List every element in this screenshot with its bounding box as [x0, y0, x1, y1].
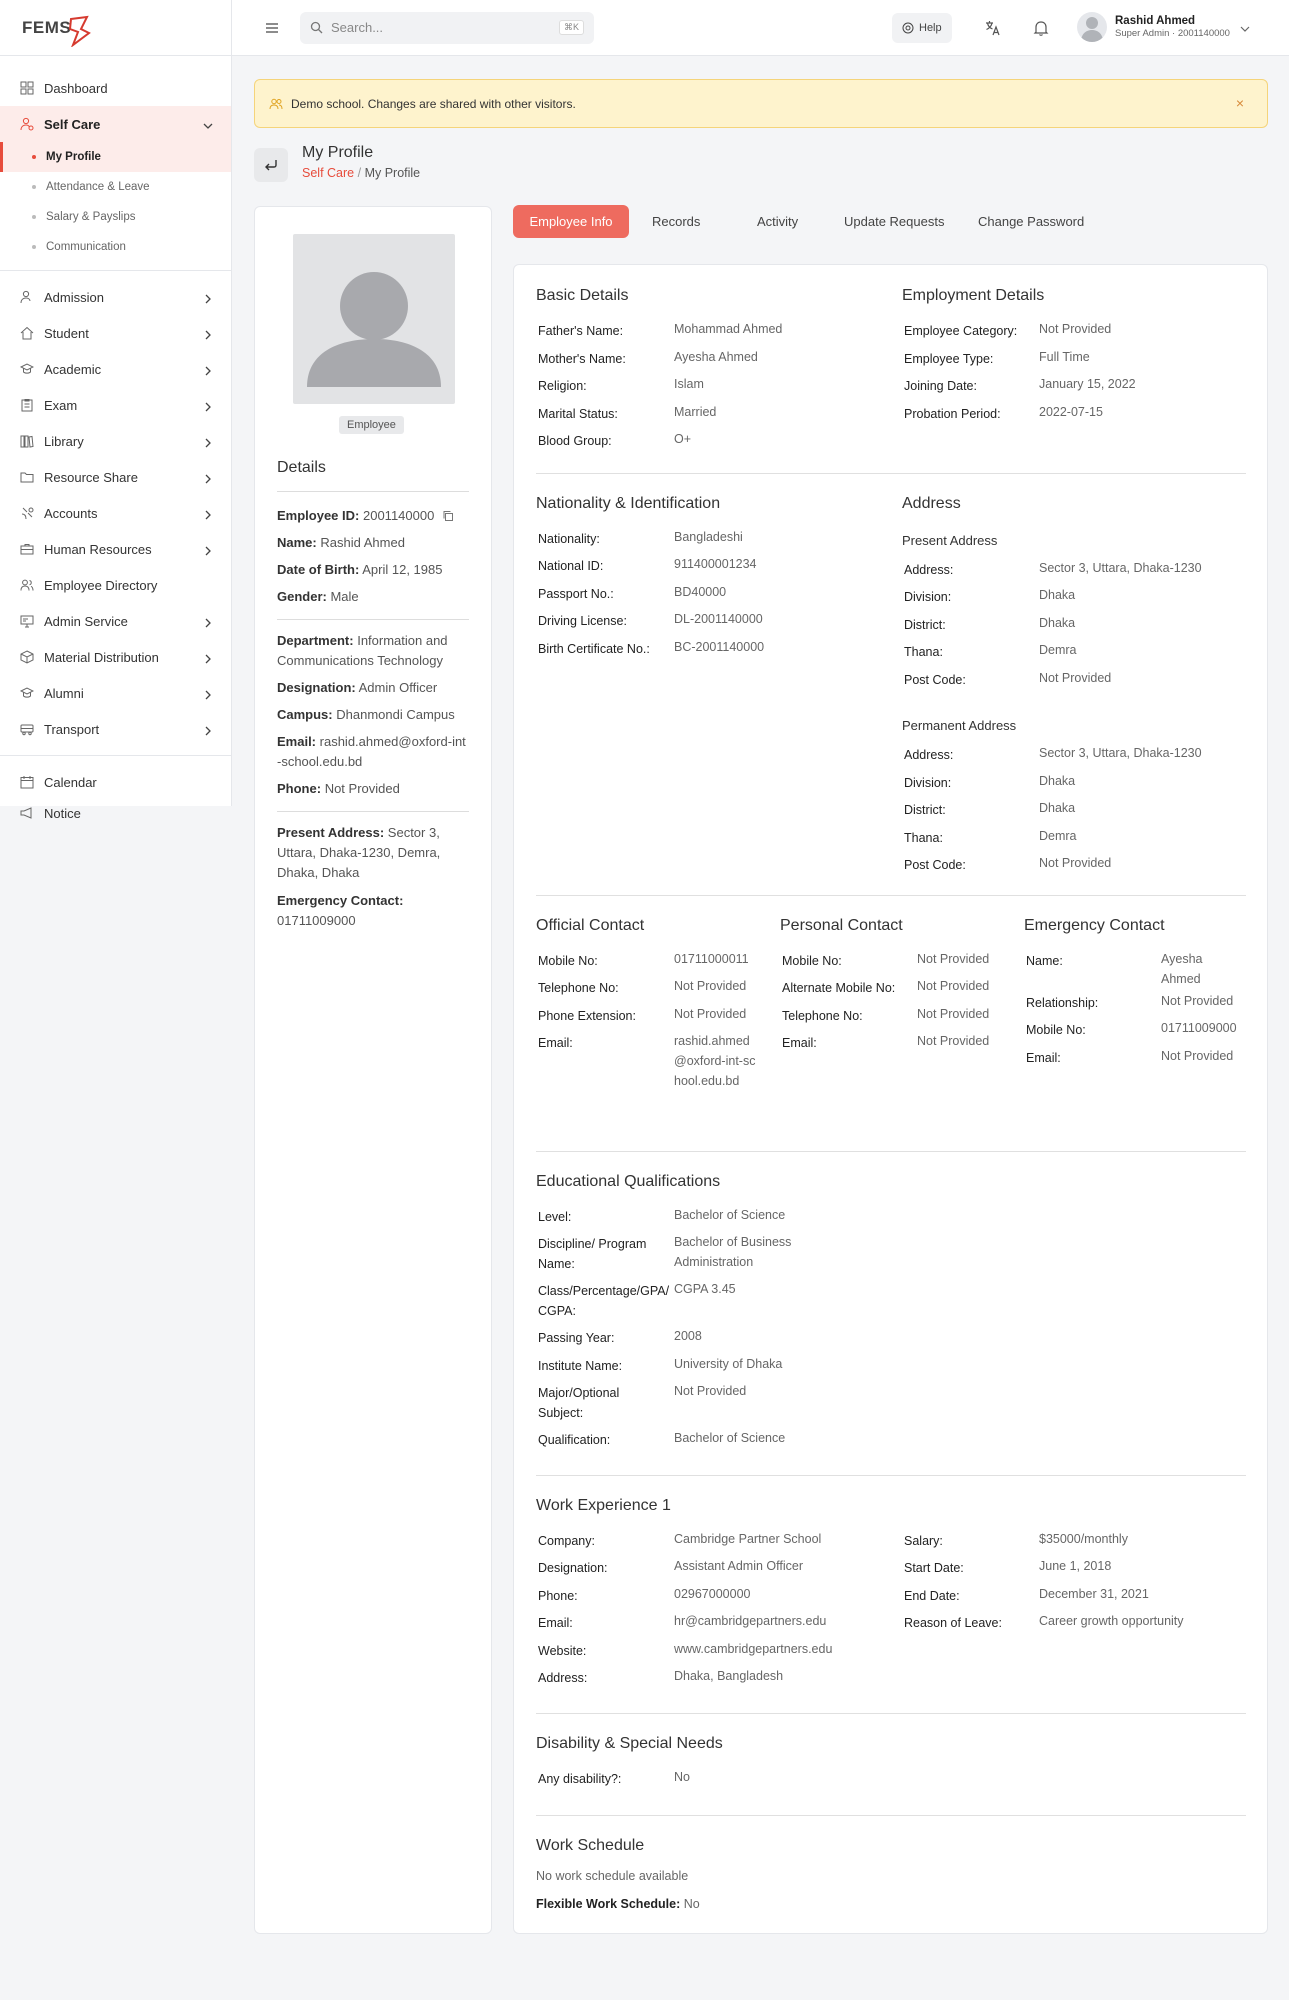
- field-value: 2008: [674, 1329, 702, 1343]
- clipboard-icon: [20, 398, 34, 412]
- help-label: Help: [919, 22, 942, 34]
- tab-label: Update Requests: [844, 214, 945, 229]
- breadcrumb-parent[interactable]: Self Care: [302, 166, 355, 180]
- field-value: Not Provided: [674, 1384, 747, 1398]
- department-value: Information and Communications Technology: [277, 633, 448, 668]
- divider: [277, 811, 469, 812]
- sidebar-item-label: Material Distribution: [44, 649, 159, 665]
- monitor-icon: [20, 614, 34, 628]
- sidebar-item-label: Calendar: [44, 774, 97, 790]
- field-label: Email:: [782, 1036, 817, 1050]
- bullet-icon: [32, 215, 36, 219]
- field-label: Mobile No:: [782, 954, 842, 968]
- chevron-right-icon: [203, 436, 213, 446]
- field-value: Mohammad Ahmed: [674, 322, 783, 336]
- employee-id-value: 2001140000: [362, 508, 435, 523]
- field-label: Passport No.:: [538, 587, 614, 601]
- field-label: Thana:: [904, 831, 943, 845]
- campus-line: [277, 705, 469, 725]
- sidebar-item-self-care[interactable]: [0, 106, 231, 142]
- field-label: Email:: [538, 1616, 573, 1630]
- chevron-right-icon: [203, 724, 213, 734]
- field-label: District:: [904, 618, 946, 632]
- field-label: Telephone No:: [538, 981, 619, 995]
- field-value: Bachelor of Business Administration: [674, 1235, 792, 1269]
- help-icon: [902, 22, 914, 34]
- field-label: Mobile No:: [538, 954, 598, 968]
- divider: [536, 895, 1246, 896]
- present-address-line: [277, 823, 469, 883]
- field-value: Dhaka: [1039, 774, 1076, 788]
- field-value: Dhaka: [1039, 588, 1076, 602]
- sidebar-item-human-resources[interactable]: [0, 531, 231, 567]
- chevron-right-icon: [203, 472, 213, 482]
- field-value: Dhaka: [1039, 801, 1076, 815]
- sidebar-item-admin-service[interactable]: [0, 603, 231, 639]
- chevron-right-icon: [203, 364, 213, 374]
- field-label: Alternate Mobile No:: [782, 981, 896, 995]
- tab-change-password[interactable]: [978, 205, 1084, 238]
- chevron-right-icon: [203, 400, 213, 410]
- sidebar-item-notice[interactable]: [0, 800, 231, 824]
- email-line: [277, 732, 469, 772]
- bullet-icon: [32, 245, 36, 249]
- divider: [277, 619, 469, 620]
- sidebar-item-label: Exam: [44, 397, 78, 413]
- role-badge: Employee: [339, 416, 404, 434]
- field-value: CGPA 3.45: [674, 1282, 736, 1296]
- sidebar-subitem-my-profile[interactable]: [0, 142, 231, 172]
- field-label: Phone Extension:: [538, 1009, 636, 1023]
- field-value: Dhaka, Bangladesh: [674, 1669, 784, 1683]
- field-value: Not Provided: [917, 1034, 990, 1048]
- name-label: Name:: [277, 535, 317, 550]
- search-shortcut: ⌘K: [559, 20, 584, 35]
- search-input[interactable]: [331, 20, 559, 35]
- field-label: Institute Name:: [538, 1359, 623, 1373]
- field-value: Bangladeshi: [674, 530, 743, 544]
- personal-contact-title: Personal Contact: [780, 917, 903, 934]
- phone-label: Phone:: [277, 781, 322, 796]
- divider: [536, 1815, 1246, 1816]
- copy-icon[interactable]: [442, 508, 454, 520]
- field-value: 2022-07-15: [1039, 405, 1103, 419]
- sidebar-subitem-label: My Profile: [46, 151, 101, 163]
- field-value: BD40000: [674, 585, 727, 599]
- field-value: Bachelor of Science: [674, 1431, 786, 1445]
- field-label: Email:: [1026, 1051, 1061, 1065]
- permanent-address-title: Permanent Address: [902, 718, 1017, 733]
- field-label: Address:: [538, 1671, 588, 1685]
- sidebar-item-label: Notice: [44, 806, 81, 821]
- disability-title: Disability & Special Needs: [536, 1735, 723, 1752]
- field-label: Email:: [538, 1036, 573, 1050]
- coins-icon: [20, 506, 34, 520]
- work-schedule-empty: No work schedule available: [536, 1869, 689, 1883]
- bell-icon[interactable]: [1032, 19, 1050, 37]
- employee-id-label: Employee ID:: [277, 508, 360, 523]
- field-label: Post Code:: [904, 673, 966, 687]
- field-value: BC-2001140000: [674, 640, 765, 654]
- emergency-contact-title: Emergency Contact: [1024, 917, 1165, 934]
- details-title: Details: [277, 459, 326, 476]
- demo-banner: [254, 79, 1268, 128]
- field-label: Probation Period:: [904, 407, 1001, 421]
- field-value: Not Provided: [1039, 671, 1112, 685]
- sidebar-item-label: Resource Share: [44, 469, 138, 485]
- sidebar-item-label: Academic: [44, 361, 102, 377]
- chevron-right-icon: [203, 616, 213, 626]
- field-label: District:: [904, 803, 946, 817]
- field-value: Not Provided: [917, 1007, 990, 1021]
- gender-line: [277, 587, 469, 607]
- field-value: June 1, 2018: [1039, 1559, 1112, 1573]
- help-button[interactable]: [892, 13, 952, 43]
- user-name: Rashid Ahmed: [1115, 15, 1196, 27]
- field-value: Not Provided: [1161, 1049, 1234, 1063]
- name-line: [277, 533, 469, 553]
- field-value: 01711009000: [1161, 1021, 1237, 1035]
- field-label: Division:: [904, 776, 952, 790]
- field-label: Major/Optional Subject:: [538, 1386, 620, 1420]
- field-label: Discipline/ Program Name:: [538, 1237, 647, 1271]
- field-label: Father's Name:: [538, 324, 624, 338]
- search-box[interactable]: [300, 12, 594, 44]
- field-value: Not Provided: [917, 952, 990, 966]
- close-icon[interactable]: ×: [1235, 95, 1245, 111]
- field-value: Bachelor of Science: [674, 1208, 786, 1222]
- graduation-cap-icon: [20, 686, 34, 700]
- breadcrumb: [302, 166, 420, 180]
- field-value: Not Provided: [1039, 856, 1112, 870]
- divider: [536, 1475, 1246, 1476]
- sidebar-subitem-label: Communication: [46, 241, 126, 253]
- flexible-schedule-value: No: [683, 1897, 700, 1911]
- users-icon: [20, 578, 34, 592]
- sidebar-item-label: Dashboard: [44, 80, 108, 96]
- emergency-contact-line: [277, 891, 469, 931]
- field-label: Any disability?:: [538, 1772, 622, 1786]
- present-address-label: Present Address:: [277, 825, 385, 840]
- address-title: Address: [902, 495, 961, 512]
- divider: [536, 1713, 1246, 1714]
- sidebar-item-material-distribution[interactable]: [0, 639, 231, 675]
- field-label: Name:: [1026, 954, 1063, 968]
- dob-value: April 12, 1985: [362, 562, 443, 577]
- field-label: National ID:: [538, 559, 604, 573]
- field-value: January 15, 2022: [1039, 377, 1136, 391]
- field-value: Sector 3, Uttara, Dhaka-1230: [1039, 561, 1202, 575]
- designation-value: Admin Officer: [358, 680, 438, 695]
- field-label: Employee Category:: [904, 324, 1018, 338]
- field-label: Marital Status:: [538, 407, 618, 421]
- chevron-right-icon: [203, 544, 213, 554]
- bullet-icon: [32, 155, 36, 159]
- sidebar-item-academic[interactable]: [0, 351, 231, 387]
- sidebar-item-employee-directory[interactable]: [0, 567, 231, 603]
- return-icon: [263, 157, 279, 173]
- flexible-schedule-line: [536, 1897, 700, 1911]
- field-value: December 31, 2021: [1039, 1587, 1149, 1601]
- sidebar-item-dashboard[interactable]: [0, 70, 231, 106]
- sidebar-item-accounts[interactable]: [0, 495, 231, 531]
- sidebar-item-label: Transport: [44, 721, 100, 737]
- field-label: Birth Certificate No.:: [538, 642, 650, 656]
- field-value: hr@cambridgepartners.edu: [674, 1614, 827, 1628]
- field-value: $35000/monthly: [1039, 1532, 1128, 1546]
- field-value: Ayesha Ahmed: [1161, 952, 1203, 986]
- field-value: Sector 3, Uttara, Dhaka-1230: [1039, 746, 1202, 760]
- divider: [0, 755, 231, 756]
- phone-value: Not Provided: [324, 781, 400, 796]
- field-label: Division:: [904, 590, 952, 604]
- basic-details-title: Basic Details: [536, 287, 629, 304]
- logo-mark-icon: [67, 15, 89, 41]
- email-value: rashid.ahmed@oxford-int-school.edu.bd: [277, 734, 466, 769]
- flexible-schedule-label: Flexible Work Schedule:: [536, 1897, 681, 1911]
- profile-card: [254, 206, 492, 1934]
- back-button[interactable]: [254, 148, 288, 182]
- user-menu[interactable]: [1077, 12, 1250, 42]
- gender-value: Male: [330, 589, 359, 604]
- grid-icon: [20, 81, 34, 95]
- present-address-value: Sector 3, Uttara, Dhaka-1230, Demra, Dhaka, Dhaka: [277, 825, 441, 880]
- user-care-icon: [20, 117, 34, 131]
- megaphone-icon: [20, 806, 34, 820]
- campus-value: Dhanmondi Campus: [336, 707, 455, 722]
- sidebar-item-calendar[interactable]: [0, 764, 231, 800]
- field-label: Employee Type:: [904, 352, 994, 366]
- divider: [0, 270, 231, 271]
- campus-label: Campus:: [277, 707, 333, 722]
- field-label: Telephone No:: [782, 1009, 863, 1023]
- chevron-right-icon: [203, 328, 213, 338]
- field-value: Not Provided: [917, 979, 990, 993]
- field-value: www.cambridgepartners.edu: [674, 1642, 833, 1656]
- user-plus-icon: [20, 290, 34, 304]
- department-label: Department:: [277, 633, 354, 648]
- topbar: [232, 0, 1289, 56]
- divider: [536, 473, 1246, 474]
- chevron-down-icon: [203, 119, 213, 129]
- translate-icon[interactable]: [984, 19, 1002, 37]
- sidebar-item-alumni[interactable]: [0, 675, 231, 711]
- folder-share-icon: [20, 470, 34, 484]
- field-label: Salary:: [904, 1534, 943, 1548]
- field-value: rashid.ahmed@oxford-int-school.edu.bd: [674, 1034, 756, 1088]
- sidebar-item-admission[interactable]: [0, 279, 231, 315]
- field-label: Blood Group:: [538, 434, 612, 448]
- field-label: Relationship:: [1026, 996, 1099, 1010]
- avatar: [1077, 12, 1107, 42]
- tab-label: Activity: [757, 214, 799, 229]
- profile-photo: [293, 234, 455, 404]
- field-label: Phone:: [538, 1589, 578, 1603]
- briefcase-icon: [20, 542, 34, 556]
- emergency-contact-label: Emergency Contact:: [277, 893, 404, 908]
- field-value: Demra: [1039, 829, 1077, 843]
- bus-icon: [20, 722, 34, 736]
- field-label: Address:: [904, 748, 954, 762]
- tab-label: Employee Info: [529, 214, 613, 229]
- page-title: My Profile: [302, 144, 374, 161]
- sidebar-item-transport[interactable]: [0, 711, 231, 747]
- employee-id: [277, 506, 469, 526]
- official-contact-title: Official Contact: [536, 917, 645, 934]
- banner-text: Demo school. Changes are shared with other visitors.: [291, 96, 576, 111]
- sidebar-item-label: Admin Service: [44, 613, 128, 629]
- field-value: Full Time: [1039, 350, 1090, 364]
- field-value: Not Provided: [674, 979, 747, 993]
- field-label: Mobile No:: [1026, 1023, 1086, 1037]
- menu-icon[interactable]: [264, 20, 280, 36]
- field-label: Religion:: [538, 379, 587, 393]
- calendar-icon: [20, 775, 34, 789]
- field-value: DL-2001140000: [674, 612, 763, 626]
- present-address-title: Present Address: [902, 533, 998, 548]
- field-value: No: [674, 1770, 690, 1784]
- email-label: Email:: [277, 734, 317, 749]
- chevron-right-icon: [203, 292, 213, 302]
- name-value: Rashid Ahmed: [320, 535, 405, 550]
- users-icon: [269, 97, 283, 111]
- field-value: Not Provided: [674, 1007, 747, 1021]
- chevron-right-icon: [203, 688, 213, 698]
- phone-line: [277, 779, 469, 799]
- bullet-icon: [32, 185, 36, 189]
- field-value: Not Provided: [1039, 322, 1112, 336]
- field-value: Ayesha Ahmed: [674, 350, 758, 364]
- search-icon: [310, 21, 323, 34]
- user-role: Super Admin · 2001140000: [1115, 28, 1230, 39]
- tab-records[interactable]: [652, 205, 700, 238]
- sidebar-item-label: Alumni: [44, 685, 84, 701]
- sidebar: [0, 0, 232, 821]
- sidebar-item-label: Human Resources: [44, 541, 152, 557]
- field-value: Not Provided: [1161, 994, 1234, 1008]
- field-label: Company:: [538, 1534, 595, 1548]
- tab-update-requests[interactable]: [844, 205, 944, 238]
- nationality-title: Nationality & Identification: [536, 495, 721, 512]
- field-label: Nationality:: [538, 532, 600, 546]
- dob-label: Date of Birth:: [277, 562, 360, 577]
- field-label: Passing Year:: [538, 1331, 615, 1345]
- sidebar-item-label: Self Care: [44, 116, 101, 132]
- field-label: Reason of Leave:: [904, 1616, 1002, 1630]
- employment-details-title: Employment Details: [902, 287, 1045, 304]
- field-value: Career growth opportunity: [1039, 1614, 1184, 1628]
- field-value: Cambridge Partner School: [674, 1532, 822, 1546]
- field-label: Thana:: [904, 645, 943, 659]
- field-label: Address:: [904, 563, 954, 577]
- field-label: Driving License:: [538, 614, 627, 628]
- sidebar-item-label: Employee Directory: [44, 577, 158, 593]
- field-value: O+: [674, 432, 692, 446]
- education-title: Educational Qualifications: [536, 1173, 721, 1190]
- chevron-right-icon: [203, 508, 213, 518]
- sidebar-subitem-salary[interactable]: [0, 202, 231, 232]
- sidebar-item-student[interactable]: [0, 315, 231, 351]
- designation-label: Designation:: [277, 680, 356, 695]
- department-line: [277, 631, 469, 671]
- designation-line: [277, 678, 469, 698]
- field-value: Islam: [674, 377, 704, 391]
- field-label: Designation:: [538, 1561, 608, 1575]
- work-schedule-title: Work Schedule: [536, 1837, 645, 1854]
- sidebar-item-label: Library: [44, 433, 84, 449]
- field-label: Qualification:: [538, 1433, 611, 1447]
- employee-info-card: [513, 264, 1268, 1934]
- sidebar-item-label: Student: [44, 325, 89, 341]
- field-label: Level:: [538, 1210, 572, 1224]
- field-value: Dhaka: [1039, 616, 1076, 630]
- sidebar-item-label: Accounts: [44, 505, 98, 521]
- sidebar-item-library[interactable]: [0, 423, 231, 459]
- field-value: Demra: [1039, 643, 1077, 657]
- books-icon: [20, 434, 34, 448]
- divider: [277, 491, 469, 492]
- dob-line: [277, 560, 469, 580]
- chevron-down-icon: [1240, 22, 1250, 32]
- field-value: 02967000000: [674, 1587, 751, 1601]
- field-label: Website:: [538, 1644, 587, 1658]
- package-icon: [20, 650, 34, 664]
- field-value: 01711000011: [674, 952, 749, 966]
- sidebar-item-resource-share[interactable]: [0, 459, 231, 495]
- field-label: Post Code:: [904, 858, 966, 872]
- sidebar-subitem-label: Salary & Payslips: [46, 211, 136, 223]
- breadcrumb-separator: /: [357, 166, 362, 180]
- chevron-right-icon: [203, 652, 213, 662]
- breadcrumb-current: My Profile: [364, 166, 421, 180]
- sidebar-item-exam[interactable]: [0, 387, 231, 423]
- sidebar-subitem-communication[interactable]: [0, 232, 231, 262]
- work-experience-title: Work Experience 1: [536, 1497, 671, 1514]
- field-value: 911400001234: [674, 557, 757, 571]
- home-icon: [20, 326, 34, 340]
- sidebar-subitem-label: Attendance & Leave: [46, 181, 150, 193]
- divider: [536, 1151, 1246, 1152]
- tab-label: Change Password: [978, 214, 1085, 229]
- sidebar-item-label: Admission: [44, 289, 104, 305]
- field-value: Assistant Admin Officer: [674, 1559, 803, 1573]
- sidebar-subitem-attendance[interactable]: [0, 172, 231, 202]
- tab-employee-info[interactable]: [513, 205, 629, 238]
- logo-text: FEMS: [22, 17, 72, 37]
- field-value: University of Dhaka: [674, 1357, 783, 1371]
- field-value: Married: [674, 405, 717, 419]
- tab-label: Records: [652, 214, 701, 229]
- field-label: Start Date:: [904, 1561, 964, 1575]
- tab-activity[interactable]: [757, 205, 798, 238]
- gender-label: Gender:: [277, 589, 327, 604]
- field-label: Joining Date:: [904, 379, 977, 393]
- logo[interactable]: [0, 0, 231, 56]
- field-label: Mother's Name:: [538, 352, 626, 366]
- emergency-contact-value: 01711009000: [277, 913, 356, 928]
- field-label: End Date:: [904, 1589, 960, 1603]
- field-label: Class/Percentage/GPA/CGPA:: [538, 1284, 670, 1318]
- graduation-cap-icon: [20, 362, 34, 376]
